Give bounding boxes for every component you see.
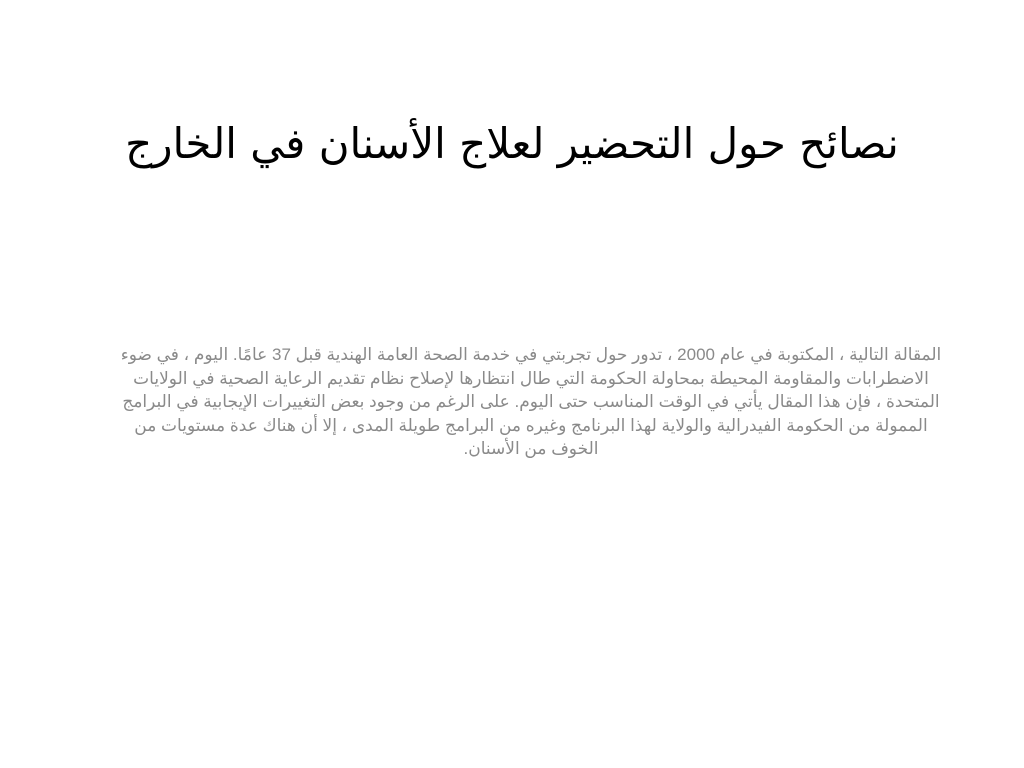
slide-body-text: المقالة التالية ، المكتوبة في عام 2000 ، تدور حول تجربتي في خدمة الصحة العامة الهندية قبل 37 عامًا. اليوم ، في ضوء الاضطرابات والمقاومة المحيطة بمحاولة الحكومة التي طال انتظارها لإصلاح نظام تقديم الرعاية الصحية في الولايات المتحدة ، فإن هذا المقال يأتي في الوقت المناسب حتى اليوم. على الرغم من وجود بعض التغييرات الإيجابية في البرامج الممولة من الحكومة الفيدرالية والولاية لهذا البرنامج وغيره من البرامج طويلة المدى ، إلا أن هناك عدة مستويات من الخوف من الأسنان.	[120, 345, 942, 458]
slide-title: نصائح حول التحضير لعلاج الأسنان في الخارج	[125, 119, 899, 168]
